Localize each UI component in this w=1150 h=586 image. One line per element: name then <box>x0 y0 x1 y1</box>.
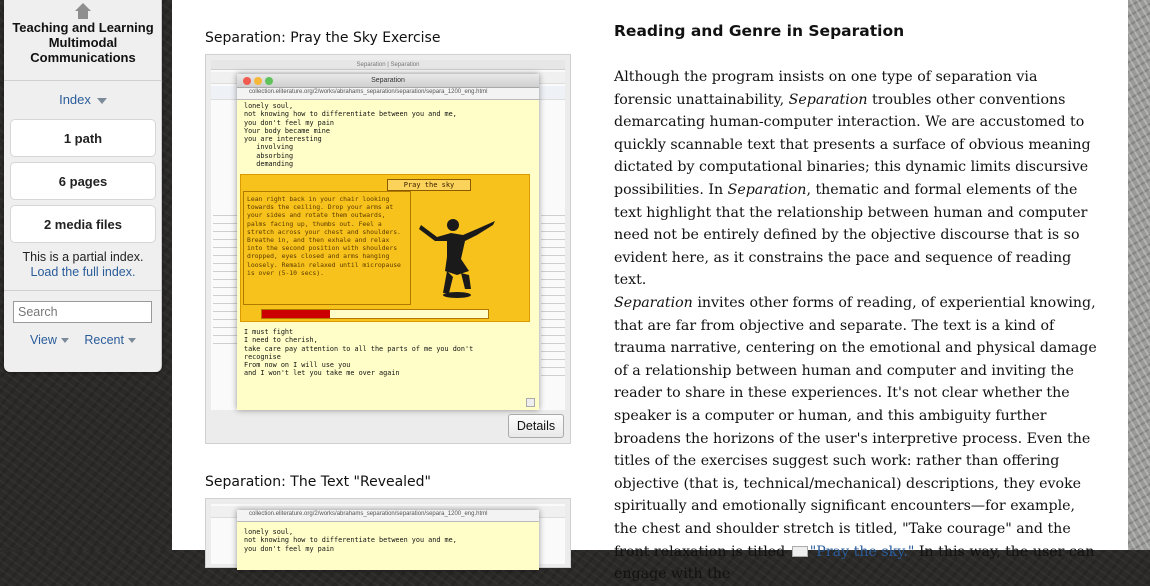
view-dropdown[interactable] <box>30 333 69 347</box>
partial-index-note <box>4 250 162 280</box>
index-dropdown[interactable] <box>4 92 162 107</box>
stretching-figure-icon <box>417 215 497 300</box>
sidebar <box>4 0 162 372</box>
media-caption: Separation: The Text "Revealed" <box>205 474 431 490</box>
view-recent-bar <box>4 333 162 347</box>
divider <box>4 290 162 291</box>
separation-window <box>237 510 539 570</box>
recent-label: Recent <box>84 333 124 347</box>
paragraph-text: In this way, the user can engage with the <box>614 543 1095 583</box>
work-title: Separation <box>614 295 693 311</box>
background-texture <box>1128 0 1150 550</box>
exercise-instructions: Lean right back in your chair looking towards the ceiling. Drop your arms at your sides and rotate them outwards, palms facing up, thumbs out. Feel a stretch across your chest and shoulders. Breathe in, and then exhale and relax into the second position with shoulders dropped, eyes closed and arms hanging loosely. Remain relaxed until micropause is over (5-10 secs). <box>243 191 411 305</box>
work-title: Separation <box>788 91 868 108</box>
home-icon[interactable] <box>74 2 92 20</box>
window-url: collection.eliterature.org/2/works/abrahams_separation/separation/separa_1200_eng.html <box>249 511 488 517</box>
index-label: Index <box>59 92 91 107</box>
exercise-panel <box>240 174 530 322</box>
media-item <box>205 498 571 568</box>
paths-button[interactable]: 1 path <box>10 119 156 157</box>
book-title[interactable]: Teaching and Learning Multimodal Communications <box>12 20 154 65</box>
paragraph-text: troubles other conventions demarcating human-computer interaction. We are accustomed to quickly scannable text that presents a surface of obvious meaning dictated by computational binaries; this dynamic limits discursive possibilities. In <box>614 91 1091 198</box>
background-page-text <box>213 210 237 350</box>
media-caption: Separation: Pray the Sky Exercise <box>205 30 441 46</box>
media-thumbnail-icon[interactable] <box>792 546 808 557</box>
divider <box>4 80 162 81</box>
view-label: View <box>30 333 57 347</box>
resize-handle-icon <box>526 398 535 407</box>
background-page-text <box>541 210 565 380</box>
window-titlebar <box>237 74 539 88</box>
media-files-button[interactable]: 2 media files <box>10 205 156 243</box>
poem-text-top: lonely soul, not knowing how to differentiate between you and me, you don't feel my pain Your body became mine you are interesting involving absorbing demanding <box>244 102 457 169</box>
main-content <box>172 0 1128 583</box>
paragraph-text: invites other forms of reading, of experiential knowing, that are far from objective and separate. The text is a kind of trauma narrative, centering on the emotional and physical damage of a relationship between human and computer and inviting the reader to share in these experiences. It's not clear whether the speaker is a computer or human, and this ambiguity further broadens the horizons of the user's interpretive process. Even the titles of the exercises suggest such work: rather than offering objective (that is, technical/mechanical) descriptions, they evoke spiritually and emotionally significant encounters—for example, the chest and shoulder stretch is titled, "Take courage" and the front relaxation is titled <box>614 295 1097 560</box>
exercise-title: Pray the sky <box>387 179 471 191</box>
chevron-down-icon <box>97 98 107 104</box>
partial-index-text: This is a partial index. <box>22 250 144 264</box>
window-url-bar <box>237 510 539 522</box>
details-button[interactable]: Details <box>508 414 564 438</box>
chevron-down-icon <box>61 338 69 343</box>
article-paragraph <box>614 66 1098 292</box>
article-paragraph <box>614 292 1098 586</box>
article-title: Reading and Genre in Separation <box>614 22 905 40</box>
load-full-index-link[interactable]: Load the full index. <box>30 265 136 279</box>
search-input[interactable] <box>13 301 152 323</box>
micropause-progress-bar <box>261 309 489 319</box>
pray-the-sky-link[interactable]: "Pray the sky." <box>809 543 915 560</box>
media-item <box>205 54 571 444</box>
poem-text-bottom: I must fight I need to cherish, take care pay attention to all the parts of me you don't recognise From now on I will use you and I won't let you take me over again <box>244 328 474 378</box>
chevron-down-icon <box>128 338 136 343</box>
micropause-progress-fill <box>262 310 330 318</box>
paragraph-text: Although the program insists on one type of separation via forensic unattainability, <box>614 69 1038 108</box>
paragraph-text: , thematic and formal elements of the text highlight that the relationship between human and computer need not be entirely defined by the objective discourse that is so evident here, as it constrains the pace and sequence of reading text. <box>614 181 1088 289</box>
media-screenshot[interactable] <box>211 60 565 410</box>
work-title: Separation <box>727 181 807 198</box>
poem-text-top: lonely soul, not knowing how to differentiate between you and me, you don't feel my pain <box>244 528 457 553</box>
background-window-title: Separation | Separation <box>356 62 420 68</box>
recent-dropdown[interactable] <box>84 333 136 347</box>
pages-button[interactable]: 6 pages <box>10 162 156 200</box>
window-url-bar <box>237 88 539 100</box>
window-title: Separation <box>371 77 405 84</box>
media-screenshot[interactable] <box>211 504 565 564</box>
window-url: collection.eliterature.org/2/works/abrahams_separation/separation/separa_1200_eng.html <box>249 89 488 95</box>
separation-window <box>237 74 539 410</box>
